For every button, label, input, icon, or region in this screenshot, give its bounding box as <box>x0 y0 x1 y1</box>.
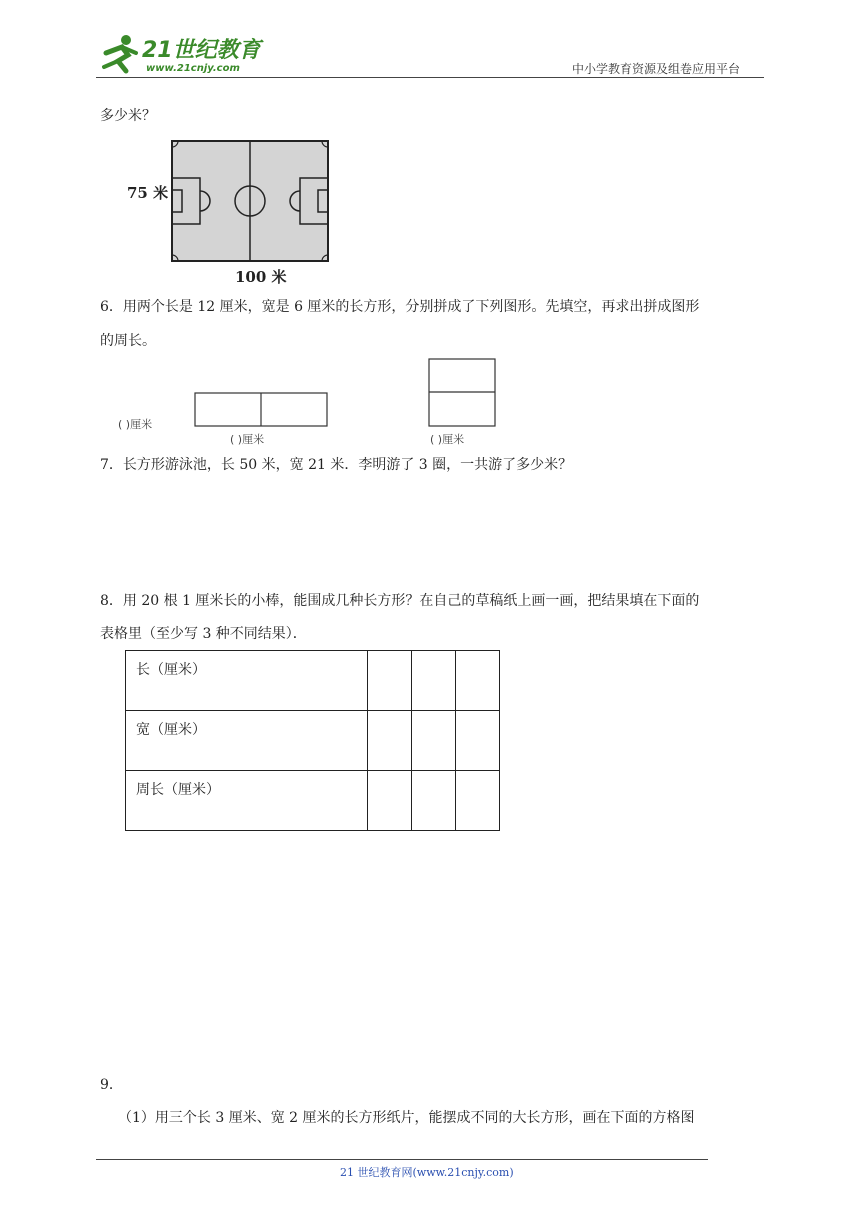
table-cell[interactable] <box>456 711 500 771</box>
q8-text-line2: 表格里（至少写 3 种不同结果）． <box>100 626 307 642</box>
table-cell[interactable] <box>412 651 456 711</box>
q9-number: 9． <box>100 1077 123 1093</box>
q8-text-line1: 8．用 20 根 1 厘米长的小棒，能围成几种长方形？在自己的草稿纸上画一画，把结果填在下面的 <box>100 593 700 609</box>
q7-text: 7．长方形游泳池，长 50 米，宽 21 米．李明游了 3 圈，一共游了多少米？ <box>100 457 573 473</box>
platform-name: 中小学教育资源及组卷应用平台 <box>572 62 741 76</box>
header-divider <box>96 77 764 78</box>
header-logo[interactable] <box>96 33 266 75</box>
rectangle-results-table <box>125 650 500 831</box>
field-width-label: 75 米 <box>127 184 169 202</box>
table-cell[interactable] <box>368 771 412 831</box>
field-length-label: 100 米 <box>235 268 287 286</box>
q6-blank-b[interactable]: ( )厘米 <box>230 433 265 446</box>
q5-continuation: 多少米？ <box>100 108 156 124</box>
q6-text-line1: 6．用两个长是 12 厘米，宽是 6 厘米的长方形，分别拼成了下列图形。先填空，再求出拼成图形 <box>100 299 700 315</box>
soccer-field-figure <box>125 138 335 290</box>
table-cell[interactable] <box>456 771 500 831</box>
table-cell[interactable] <box>412 711 456 771</box>
logo-url: www.21cnjy.com <box>146 63 240 74</box>
q6-blank-c[interactable]: ( )厘米 <box>430 433 465 446</box>
row-label-length: 长（厘米） <box>126 651 368 711</box>
row-label-width: 宽（厘米） <box>126 711 368 771</box>
table-cell[interactable] <box>368 651 412 711</box>
soccer-field-drawing <box>125 138 335 290</box>
logo-text: 21世纪教育 <box>142 38 261 63</box>
table-cell[interactable] <box>412 771 456 831</box>
q9-part1: （1）用三个长 3 厘米、宽 2 厘米的长方形纸片，能摆成不同的大长方形，画在下面的方格图 <box>118 1110 695 1126</box>
table-cell[interactable] <box>368 711 412 771</box>
table-row <box>126 651 500 711</box>
q6-horizontal-rectangles <box>194 392 328 428</box>
footer-divider <box>96 1159 708 1160</box>
q6-text-line2: 的周长。 <box>100 333 156 349</box>
table-row <box>126 711 500 771</box>
row-label-perimeter: 周长（厘米） <box>126 771 368 831</box>
q6-vertical-rectangles <box>428 358 496 428</box>
footer-text[interactable]: 21 世纪教育网(www.21cnjy.com) <box>340 1166 514 1179</box>
table-row <box>126 771 500 831</box>
table-cell[interactable] <box>456 651 500 711</box>
runner-logo-icon <box>96 33 144 75</box>
q6-blank-a[interactable]: ( )厘米 <box>118 418 153 431</box>
